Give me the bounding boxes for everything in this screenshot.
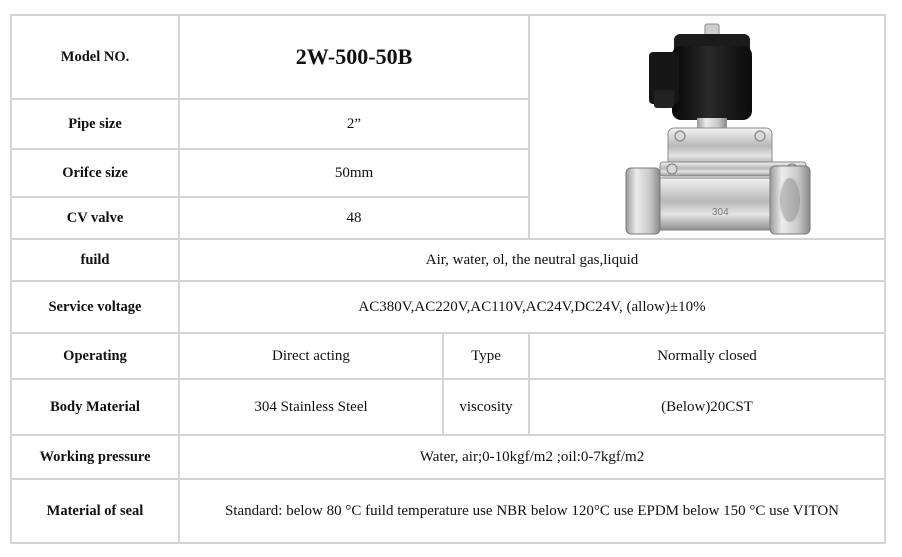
row-operating [10,334,886,380]
row-service-voltage [10,282,886,334]
value-service-voltage: AC380V,AC220V,AC110V,AC24V,DC24V, (allow)±10% [180,282,886,334]
label-pipe-size: Pipe size [10,100,180,150]
value-fluid: Air, water, ol, the neutral gas,liquid [180,240,886,282]
value-viscosity: (Below)20CST [530,380,886,436]
body-marking: 304 [712,207,729,218]
label-body-material: Body Material [10,380,180,436]
value-model: 2W-500-50B [180,14,530,100]
label-material-of-seal: Material of seal [10,480,180,544]
value-pipe-size: 2” [180,100,530,150]
spec-table [10,14,886,544]
row-body-material [10,380,886,436]
label-viscosity: viscosity [444,380,530,436]
product-photo-cell [530,14,886,240]
value-body-material: 304 Stainless Steel [180,380,444,436]
value-cv-valve: 48 [180,198,530,240]
label-model: Model NO. [10,14,180,100]
label-orifice-size: Orifce size [10,150,180,198]
label-working-pressure: Working pressure [10,436,180,480]
label-service-voltage: Service voltage [10,282,180,334]
value-material-of-seal: Standard: below 80 °C fuild temperature use NBR below 120°C use EPDM below 150 °C use VITON [180,480,886,544]
row-material-of-seal [10,480,886,544]
value-operating: Direct acting [180,334,444,380]
label-cv-valve: CV valve [10,198,180,240]
solenoid-valve-photo [602,18,812,236]
row-working-pressure [10,436,886,480]
label-operating: Operating [10,334,180,380]
row-model [10,14,886,100]
value-orifice-size: 50mm [180,150,530,198]
label-fluid: fuild [10,240,180,282]
row-fluid [10,240,886,282]
label-type: Type [444,334,530,380]
value-working-pressure: Water, air;0-10kgf/m2 ;oil:0-7kgf/m2 [180,436,886,480]
value-type: Normally closed [530,334,886,380]
